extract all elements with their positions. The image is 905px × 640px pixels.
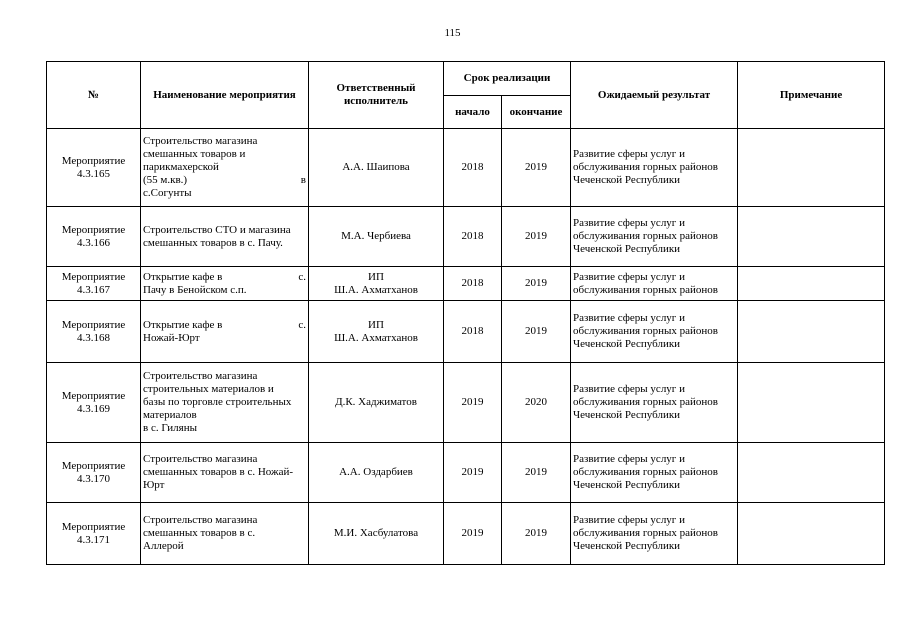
activity-name-part: Открытие кафе в — [143, 318, 223, 331]
header-name: Наименование мероприятия — [141, 62, 309, 129]
start-year: 2018 — [444, 207, 502, 267]
activity-name-line: смешанных товаров и — [143, 148, 246, 160]
activity-name-line: смешанных товаров в с. Ножай- — [143, 466, 294, 478]
activity-name — [141, 503, 309, 565]
start-year: 2019 — [444, 363, 502, 443]
end-year: 2020 — [502, 363, 571, 443]
expected-result: Развитие сферы услуг и обслуживания горных районов Чеченской Республики — [571, 363, 738, 443]
activity-name-line: базы по торговле строительных — [143, 396, 292, 408]
responsible-person: А.А. Оздарбиев — [309, 443, 444, 503]
table-row — [47, 363, 885, 443]
start-year: 2018 — [444, 267, 502, 301]
header-start: начало — [444, 96, 502, 129]
end-year: 2019 — [502, 503, 571, 565]
end-year: 2019 — [502, 443, 571, 503]
activity-name-part: с. — [298, 270, 306, 283]
expected-result: Развитие сферы услуг и обслуживания горных районов Чеченской Республики — [571, 503, 738, 565]
end-year: 2019 — [502, 301, 571, 363]
start-year: 2019 — [444, 443, 502, 503]
header-period: Срок реализации — [444, 62, 571, 96]
activity-name-line: строительных материалов и — [143, 383, 274, 395]
activity-name-line: Пачу в Бенойском с.п. — [143, 283, 247, 296]
start-year: 2018 — [444, 129, 502, 207]
activity-name-line — [143, 271, 306, 284]
responsible-person: А.А. Шаипова — [309, 129, 444, 207]
activity-number: Мероприятие 4.3.171 — [47, 503, 141, 565]
activity-name-line: Строительство магазина — [143, 514, 258, 526]
note-cell — [738, 207, 885, 267]
activity-name — [141, 363, 309, 443]
start-year: 2019 — [444, 503, 502, 565]
note-cell — [738, 129, 885, 207]
activity-name-line: Строительство магазина — [143, 453, 258, 465]
activity-name — [141, 207, 309, 267]
table-row — [47, 207, 885, 267]
activity-name-line: смешанных товаров в с. — [143, 527, 256, 539]
responsible-person: М.И. Хасбулатова — [309, 503, 444, 565]
table-row — [47, 301, 885, 363]
table-row — [47, 503, 885, 565]
activity-name-part: в — [300, 174, 306, 186]
activity-name-line: Строительство магазина — [143, 135, 258, 147]
page-number: 115 — [444, 27, 461, 39]
activities-table — [46, 61, 885, 565]
activity-number: Мероприятие 4.3.166 — [47, 207, 141, 267]
table-body — [47, 129, 885, 565]
activity-name-part: с. — [298, 318, 306, 331]
activity-name-line: парикмахерской — [143, 161, 219, 173]
activity-name-line — [143, 319, 306, 332]
activity-name-line: Аллерой — [143, 540, 184, 552]
expected-result: Развитие сферы услуг и обслуживания горных районов Чеченской Республики — [571, 443, 738, 503]
activity-number: Мероприятие 4.3.167 — [47, 267, 141, 301]
responsible-person: М.А. Чербиева — [309, 207, 444, 267]
activity-name — [141, 443, 309, 503]
table-row — [47, 267, 885, 301]
note-cell — [738, 301, 885, 363]
note-cell — [738, 267, 885, 301]
activity-number: Мероприятие 4.3.170 — [47, 443, 141, 503]
header-end: окончание — [502, 96, 571, 129]
activity-number: Мероприятие 4.3.168 — [47, 301, 141, 363]
table-row — [47, 443, 885, 503]
responsible-person: ИП Ш.А. Ахматханов — [309, 267, 444, 301]
header-responsible: Ответственный исполнитель — [309, 62, 444, 129]
activity-name-line: с.Согунты — [143, 187, 192, 199]
activity-name-line: смешанных товаров в с. Пачу. — [143, 236, 283, 249]
activity-name-line: Юрт — [143, 479, 165, 491]
activity-name-line: Ножай-Юрт — [143, 331, 200, 344]
activity-name-part: Открытие кафе в — [143, 270, 223, 283]
expected-result: Развитие сферы услуг и обслуживания горных районов Чеченской Республики — [571, 207, 738, 267]
start-year: 2018 — [444, 301, 502, 363]
expected-result: Развитие сферы услуг и обслуживания горных районов — [571, 267, 738, 301]
expected-result: Развитие сферы услуг и обслуживания горных районов Чеченской Республики — [571, 301, 738, 363]
end-year: 2019 — [502, 207, 571, 267]
activity-name — [141, 267, 309, 301]
end-year: 2019 — [502, 267, 571, 301]
header-result: Ожидаемый результат — [571, 62, 738, 129]
activity-number: Мероприятие 4.3.165 — [47, 129, 141, 207]
activity-number: Мероприятие 4.3.169 — [47, 363, 141, 443]
header-num: № — [47, 62, 141, 129]
activity-name-part: (55 м.кв.) — [143, 174, 188, 186]
activity-name-line: Строительство СТО и магазина — [143, 223, 291, 236]
note-cell — [738, 503, 885, 565]
responsible-person: Д.К. Хаджиматов — [309, 363, 444, 443]
activity-name-line: в с. Гиляны — [143, 422, 197, 434]
expected-result: Развитие сферы услуг и обслуживания горных районов Чеченской Республики — [571, 129, 738, 207]
responsible-person: ИП Ш.А. Ахматханов — [309, 301, 444, 363]
table-row — [47, 129, 885, 207]
activity-name — [141, 129, 309, 207]
header-note: Примечание — [738, 62, 885, 129]
note-cell — [738, 443, 885, 503]
header-row — [47, 62, 885, 96]
activity-name — [141, 301, 309, 363]
activity-name-line: Строительство магазина — [143, 370, 258, 382]
activity-name-line — [143, 174, 306, 187]
end-year: 2019 — [502, 129, 571, 207]
activity-name-line: материалов — [143, 409, 197, 421]
note-cell — [738, 363, 885, 443]
